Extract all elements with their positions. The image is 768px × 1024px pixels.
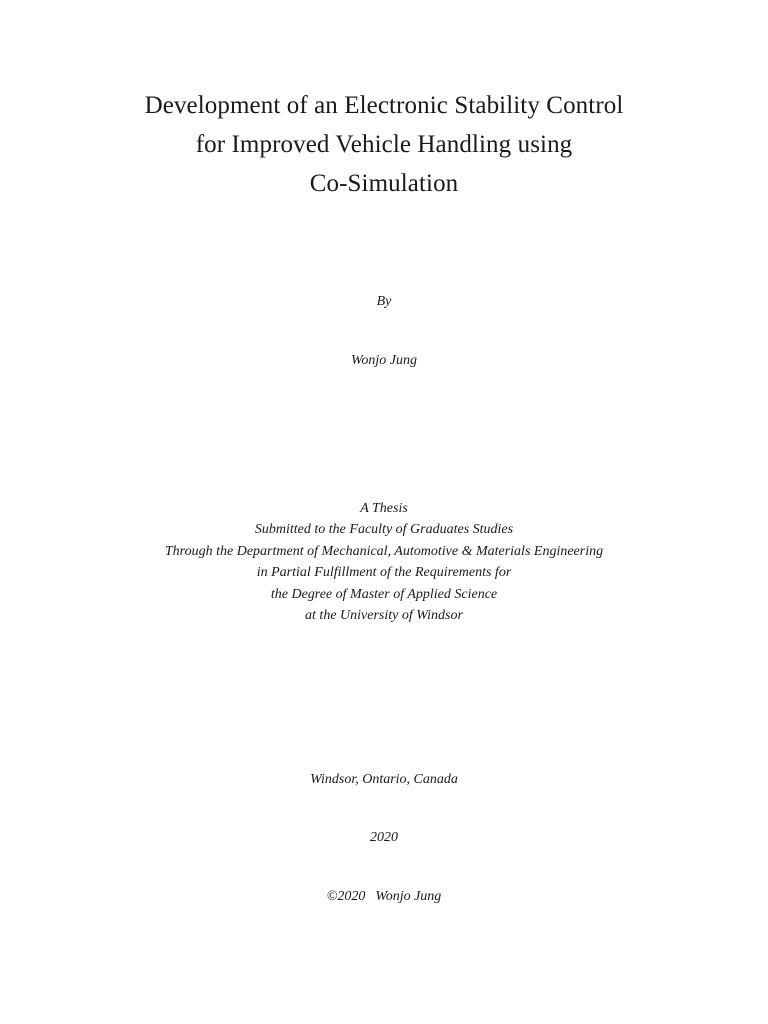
by-label: By [376, 294, 392, 309]
place: Windsor, Ontario, Canada [310, 772, 458, 787]
author-name: Wonjo Jung [351, 353, 417, 368]
thesis-line-1: A Thesis [360, 501, 408, 516]
title-line-2: for Improved Vehicle Handling using [195, 131, 573, 158]
thesis-line-4: in Partial Fulfillment of the Requirements for [256, 565, 512, 581]
copyright-year: ©2020 [326, 889, 366, 904]
thesis-line-2: Submitted to the Faculty of Graduates Studies [254, 522, 514, 538]
title-line-3: Co-Simulation [309, 170, 459, 197]
thesis-line-3: Through the Department of Mechanical, Automotive & Materials Engineering [164, 543, 604, 559]
thesis-line-5: the Degree of Master of Applied Science [270, 586, 498, 602]
copyright-notice [0, 889, 768, 905]
thesis-statement [0, 498, 768, 626]
thesis-line-6: at the University of Windsor [305, 608, 463, 624]
thesis-title [0, 86, 768, 203]
year: 2020 [370, 830, 398, 845]
title-line-1: Development of an Electronic Stability Control [144, 92, 624, 119]
copyright-holder: Wonjo Jung [375, 889, 442, 904]
